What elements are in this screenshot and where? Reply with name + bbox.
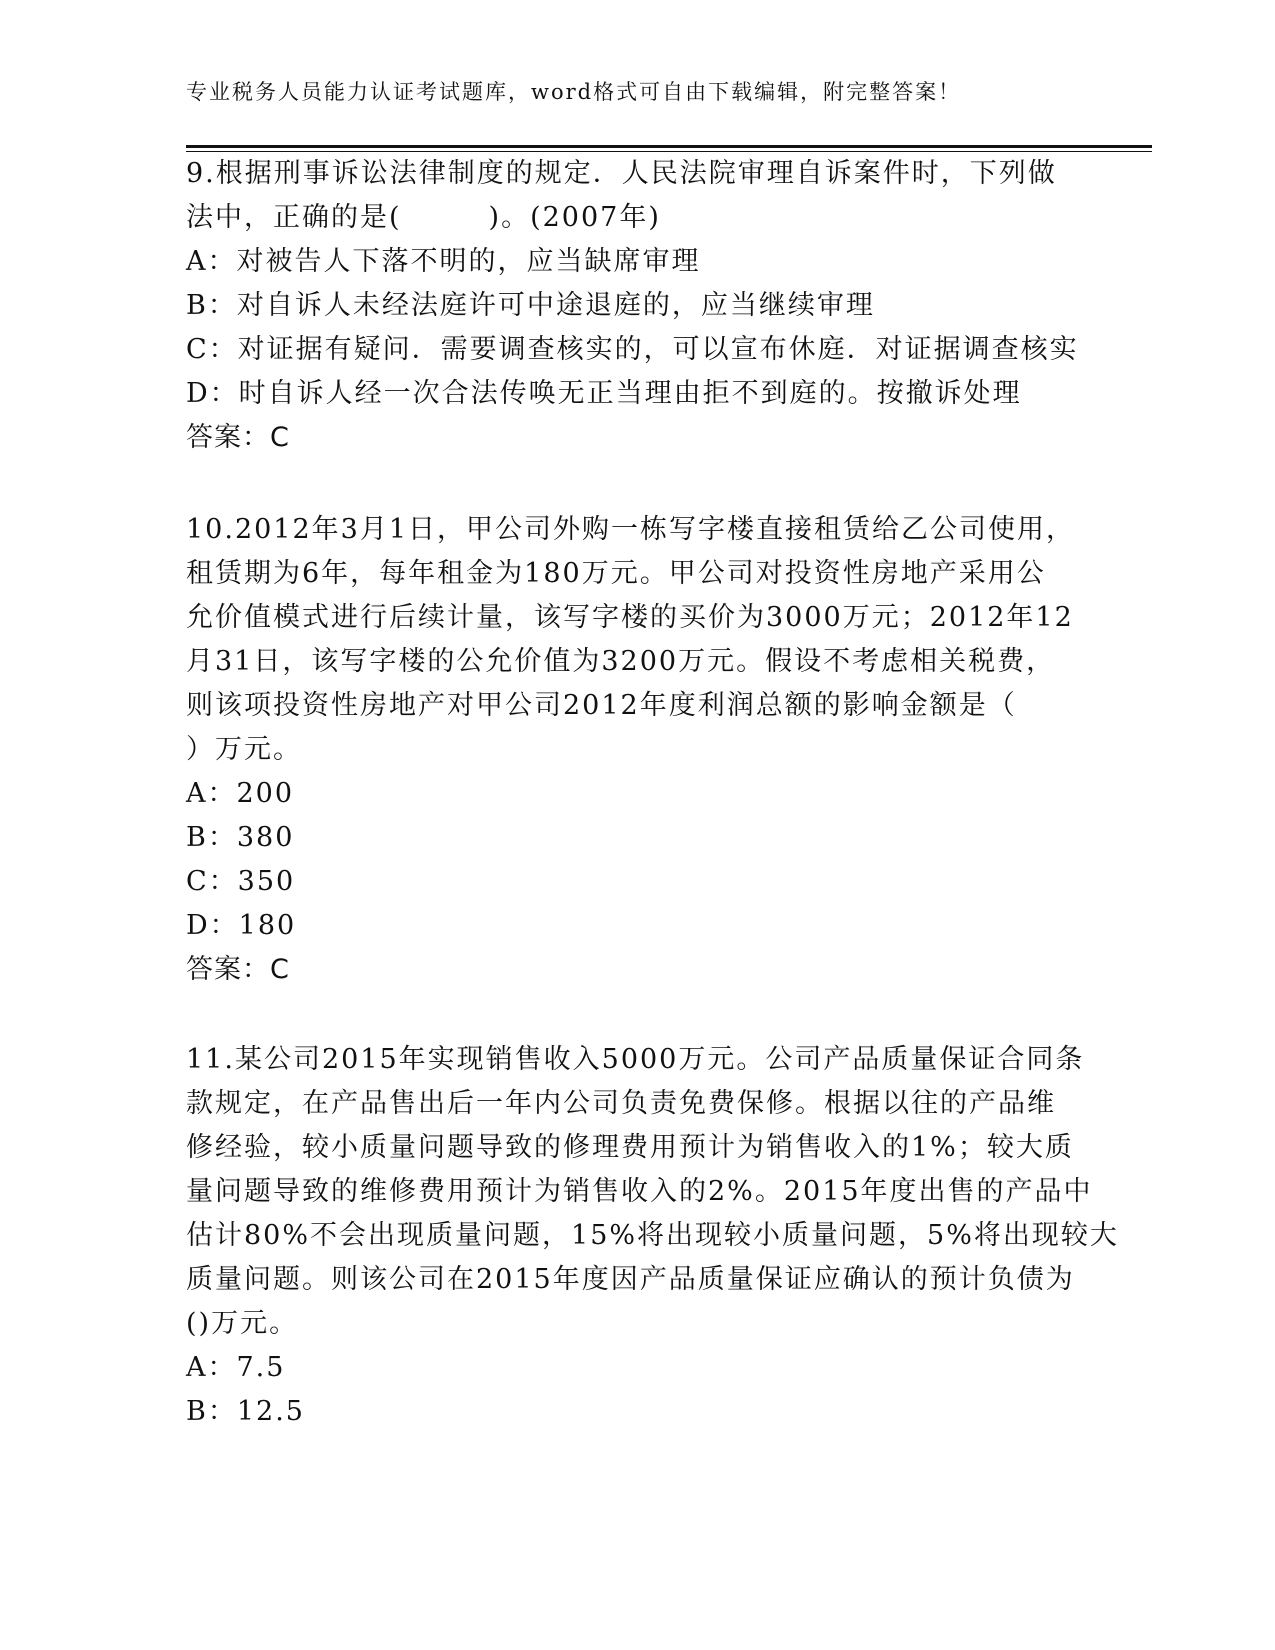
question-9-option-c: C：对证据有疑问．需要调查核实的，可以宣布休庭．对证据调查核实 [186, 334, 1079, 365]
header-rule-thick [186, 145, 1152, 148]
question-10-stem-line-3: 允价值模式进行后续计量，该写字楼的买价为3000万元；2012年12 [186, 602, 1074, 633]
header-rule-thin [186, 151, 1152, 152]
question-11-option-b: B：12.5 [186, 1396, 305, 1427]
question-10-stem-line-2: 租赁期为6年，每年租金为180万元。甲公司对投资性房地产采用公 [186, 558, 1046, 589]
question-10-stem-line-6: ）万元。 [186, 734, 302, 765]
question-11-stem-line-5: 估计80%不会出现质量问题，15%将出现较小质量问题，5%将出现较大 [186, 1220, 1119, 1251]
question-9-option-b: B：对自诉人未经法庭许可中途退庭的，应当继续审理 [186, 290, 875, 321]
question-10-option-b: B：380 [186, 822, 295, 853]
page-header: 专业税务人员能力认证考试题库，word格式可自由下载编辑，附完整答案！ [186, 80, 962, 104]
question-10-stem-line-5: 则该项投资性房地产对甲公司2012年度利润总额的影响金额是（ [186, 690, 1017, 721]
question-11-stem-line-6: 质量问题。则该公司在2015年度因产品质量保证应确认的预计负债为 [186, 1264, 1075, 1295]
question-11-stem-line-1: 11.某公司2015年实现销售收入5000万元。公司产品质量保证合同条 [186, 1044, 1085, 1075]
question-9-stem-line-2: 法中，正确的是( )。(2007年) [186, 202, 661, 233]
question-10-option-a: A：200 [186, 778, 295, 809]
question-10-option-d: D：180 [186, 910, 297, 941]
question-11-stem-line-4: 量问题导致的维修费用预计为销售收入的2%。2015年度出售的产品中 [186, 1176, 1093, 1207]
question-9-stem-line-1: 9.根据刑事诉讼法律制度的规定．人民法院审理自诉案件时，下列做 [186, 158, 1057, 189]
question-11-stem-line-7: ()万元。 [186, 1308, 299, 1339]
question-11-stem-line-3: 修经验，较小质量问题导致的修理费用预计为销售收入的1%；较大质 [186, 1132, 1074, 1163]
question-9-option-a: A：对被告人下落不明的，应当缺席审理 [186, 246, 701, 277]
question-11-stem-line-2: 款规定，在产品售出后一年内公司负责免费保修。根据以往的产品维 [186, 1088, 1056, 1119]
question-11-option-a: A：7.5 [186, 1352, 286, 1383]
question-10-option-c: C：350 [186, 866, 296, 897]
question-10-stem-line-1: 10.2012年3月1日，甲公司外购一栋写字楼直接租赁给乙公司使用， [186, 514, 1076, 545]
question-9-answer: 答案：C [186, 422, 290, 453]
question-10-answer: 答案：C [186, 954, 290, 985]
question-9-option-d: D：时自诉人经一次合法传唤无正当理由拒不到庭的。按撤诉处理 [186, 378, 1022, 409]
question-10-stem-line-4: 月31日，该写字楼的公允价值为3200万元。假设不考虑相关税费， [186, 646, 1056, 677]
